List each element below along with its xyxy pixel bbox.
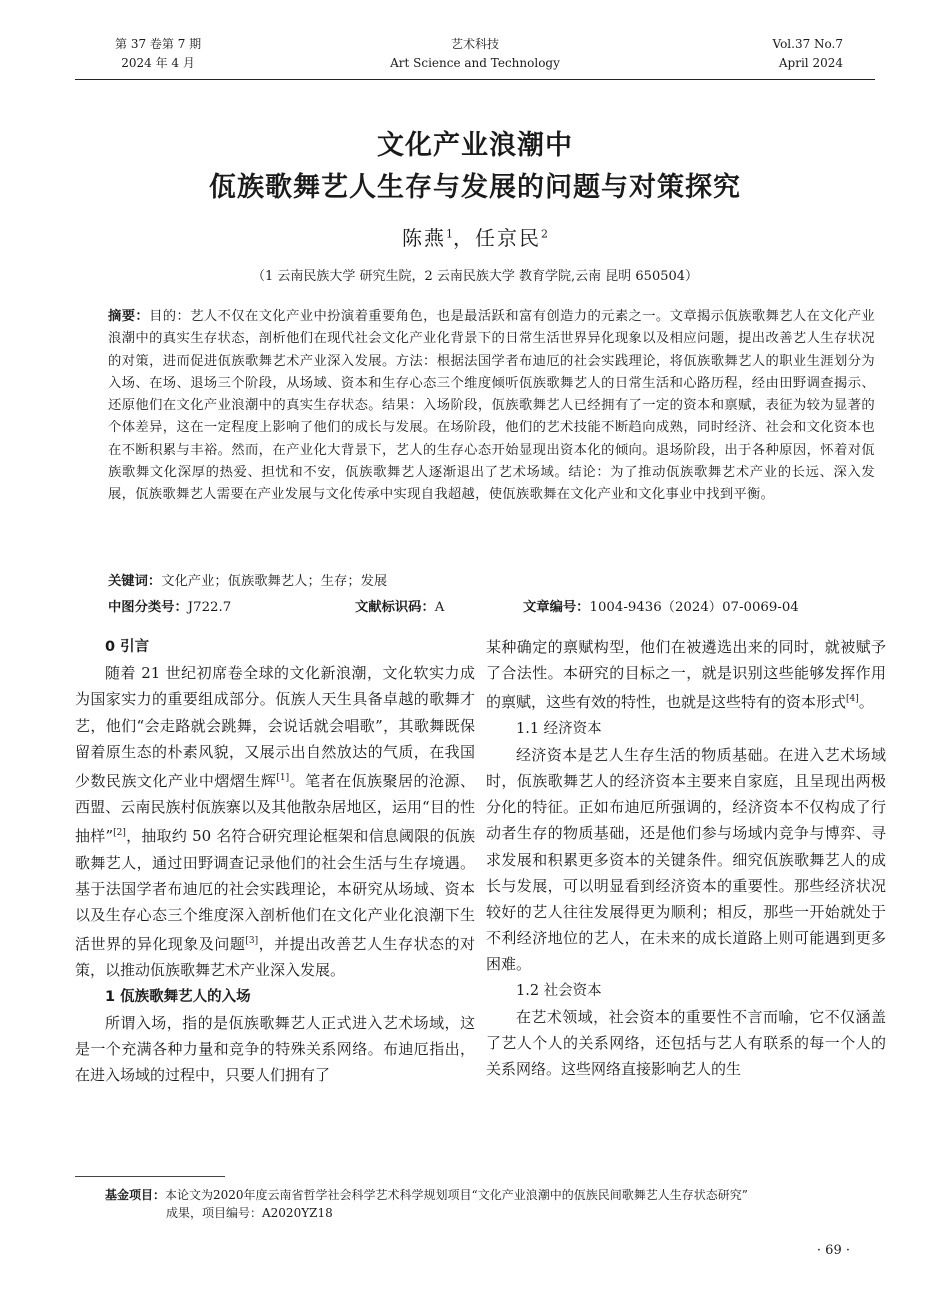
document-code xyxy=(355,596,444,615)
author-separator: ， xyxy=(453,226,475,250)
article-value: 1004-9436（2024）07-0069-04 xyxy=(589,600,799,615)
subsection-heading-social-capital: 1.2 社会资本 xyxy=(516,982,602,999)
clc-code xyxy=(108,596,231,615)
paragraph-entry: 所谓入场，指的是佤族歌舞艺人正式进入艺术场域，这是一个充满各种力量和竞争的特殊关系网络。布迪厄指出，在进入场域的过程中，只要人们拥有了 xyxy=(75,1013,475,1085)
journal-name-en: Art Science and Technology xyxy=(390,56,560,70)
body-column-right xyxy=(486,634,886,1082)
author-list xyxy=(75,222,875,251)
journal-issue-en xyxy=(773,35,844,73)
citation-ref: [3] xyxy=(245,936,259,947)
article-label: 文章编号： xyxy=(523,600,590,615)
abstract xyxy=(108,306,875,507)
issue-date: 2024 年 4 月 xyxy=(121,56,195,70)
article-title xyxy=(75,125,875,209)
paragraph-economic-capital: 经济资本是艺人生存生活的物质基础。在进入艺术场域时，佤族歌舞艺人的经济资本主要来自家庭，且呈现出两极分化的特征。正如布迪厄所强调的，经济资本不仅构成了行动者生存的物质基础，还是他们参与场域内竞争与博弈、寻求发展和积累更多资本的关键条件。细究佤族歌舞艺人的成长与发展，可以明显看到经济资本的重要性。那些经济状况较好的艺人往往发展得更为顺利；相反，那些一开始就处于不利经济地位的艺人，在未来的成长道路上则可能遇到更多困难。 xyxy=(486,745,886,974)
abstract-label: 摘要： xyxy=(108,309,150,324)
footnote-line-1 xyxy=(105,1186,880,1204)
footnote-label: 基金项目： xyxy=(105,1188,166,1202)
classification-line xyxy=(108,596,875,616)
citation-ref: [1] xyxy=(276,773,290,784)
paragraph-introduction xyxy=(75,660,475,983)
affiliation: （1 云南民族大学 研究生院，2 云南民族大学 教育学院,云南 昆明 650504） xyxy=(251,269,699,284)
author-2: 任京民 xyxy=(475,226,541,250)
journal-name xyxy=(75,35,875,73)
journal-name-cn: 艺术科技 xyxy=(450,37,499,51)
section-heading-entry: 1 佤族歌舞艺人的入场 xyxy=(105,988,251,1005)
citation-ref: [2] xyxy=(113,828,126,839)
keywords xyxy=(108,570,875,589)
citation-ref: [4] xyxy=(846,694,859,705)
paragraph-text: 。笔者在佤族聚居的沧源、西盟、云南民族村佤族寨以及其他散杂居地区，运用“目的性抽样” xyxy=(75,772,475,846)
running-header xyxy=(75,33,875,80)
volume-issue-en: Vol.37 No.7 xyxy=(772,37,843,51)
keywords-text: 文化产业；佤族歌舞艺人；生存；发展 xyxy=(161,574,388,589)
paragraph-text: 。 xyxy=(858,693,874,712)
paragraph-text: 某种确定的禀赋构型，他们在被遴选出来的同时，就被赋予了合法性。本研究的目标之一，就是识别这些能够发挥作用的禀赋，这些有效的特性，也就是这些特有的资本形式 xyxy=(486,638,886,712)
subsection-heading-economic-capital: 1.1 经济资本 xyxy=(516,720,602,737)
keywords-label: 关键词： xyxy=(108,574,162,589)
doc-label: 文献标识码： xyxy=(355,600,435,615)
paragraph-entry-continued xyxy=(486,634,886,716)
clc-label: 中图分类号： xyxy=(108,600,188,615)
paragraph-text: 随着 21 世纪初席卷全球的文化新浪潮，文化软实力成为国家实力的重要组成部分。佤族人天生具备卓越的歌舞才艺，他们“会走路就会跳舞，会说话就会唱歌”，其歌舞既保留着原生态的朴素风貌，又展示出自然放达的气质，在我国少数民族文化产业中熠熠生辉 xyxy=(75,664,475,791)
clc-value: J722.7 xyxy=(187,600,232,615)
abstract-text: 目的：艺人不仅在文化产业中扮演着重要角色，也是最活跃和富有创造力的元素之一。文章揭示佤族歌舞艺人在文化产业浪潮中的真实生存状态，剖析他们在现代社会文化产业化背景下的日常生活世界异化现象以及相应问题，提出改善艺人生存状况的对策，进而促进佤族歌舞艺术产业深入发展。方法：根据法国学者布迪厄的社会实践理论，将佤族歌舞艺人的职业生涯划分为入场、在场、退场三个阶段，从场域、资本和生存心态三个维度倾听佤族歌舞艺人的日常生活和心路历程，经由田野调查揭示、还原他们在文化产业浪潮中的真实生存状态。结果：入场阶段，佤族歌舞艺人已经拥有了一定的资本和禀赋，表征为较为显著的个体差异，这在一定程度上影响了他们的成长与发展。在场阶段，他们的艺术技能不断趋向成熟，同时经济、社会和文化资本也在不断积累与丰裕。然而，在产业化大背景下，艺人的生存心态开始显现出资本化的倾向。退场阶段，出于各种原因，怀着对佤族歌舞文化深厚的热爱、担忧和不安，佤族歌舞艺人逐渐退出了艺术场域。结论：为了推动佤族歌舞艺术产业的长远、深入发展，佤族歌舞艺人需要在产业发展与文化传承中实现自我超越，使佤族歌舞在文化产业和文化事业中找到平衡。 xyxy=(108,309,876,503)
title-line-2: 佤族歌舞艺人生存与发展的问题与对策探究 xyxy=(209,172,741,203)
section-heading-introduction: 0 引言 xyxy=(105,639,150,655)
author-2-affil-mark: 2 xyxy=(541,227,548,241)
paragraph-text: ，抽取约 50 名符合研究理论框架和信息阈限的佤族歌舞艺人，通过田野调查记录他们的社会生活与生存境遇。基于法国学者布迪厄的社会实践理论，本研究从场域、资本以及生存心态三个维度深入剖析他们在文化产业化浪潮下生活世界的异化现象及问题 xyxy=(75,827,475,954)
footnote-divider xyxy=(75,1176,225,1177)
footnote-text: 本论文为2020年度云南省哲学社会科学艺术科学规划项目“文化产业浪潮中的佤族民间歌舞艺人生存状态研究” xyxy=(165,1188,748,1202)
author-1: 陈燕 xyxy=(402,226,446,250)
doc-value: A xyxy=(434,600,445,615)
body-column-left xyxy=(75,634,475,1088)
article-number xyxy=(523,596,799,615)
footnote-line-2: 成果，项目编号：A2020YZ18 xyxy=(166,1206,333,1220)
paragraph-social-capital: 在艺术领域，社会资本的重要性不言而喻，它不仅涵盖了艺人个人的关系网络，还包括与艺人有联系的每一个人的关系网络。这些网络直接影响艺人的生 xyxy=(486,1007,886,1079)
issue-date-en: April 2024 xyxy=(778,56,843,70)
volume-issue: 第 37 卷第 7 期 xyxy=(115,37,202,51)
funding-footnote xyxy=(105,1186,880,1222)
title-line-1: 文化产业浪潮中 xyxy=(377,130,573,161)
page-number: · 69 · xyxy=(816,1243,850,1258)
paragraph-text: ，并提出改善艺人生存状态的对策，以推动佤族歌舞艺术产业深入发展。 xyxy=(75,935,475,980)
author-1-affil-mark: 1 xyxy=(446,227,453,241)
